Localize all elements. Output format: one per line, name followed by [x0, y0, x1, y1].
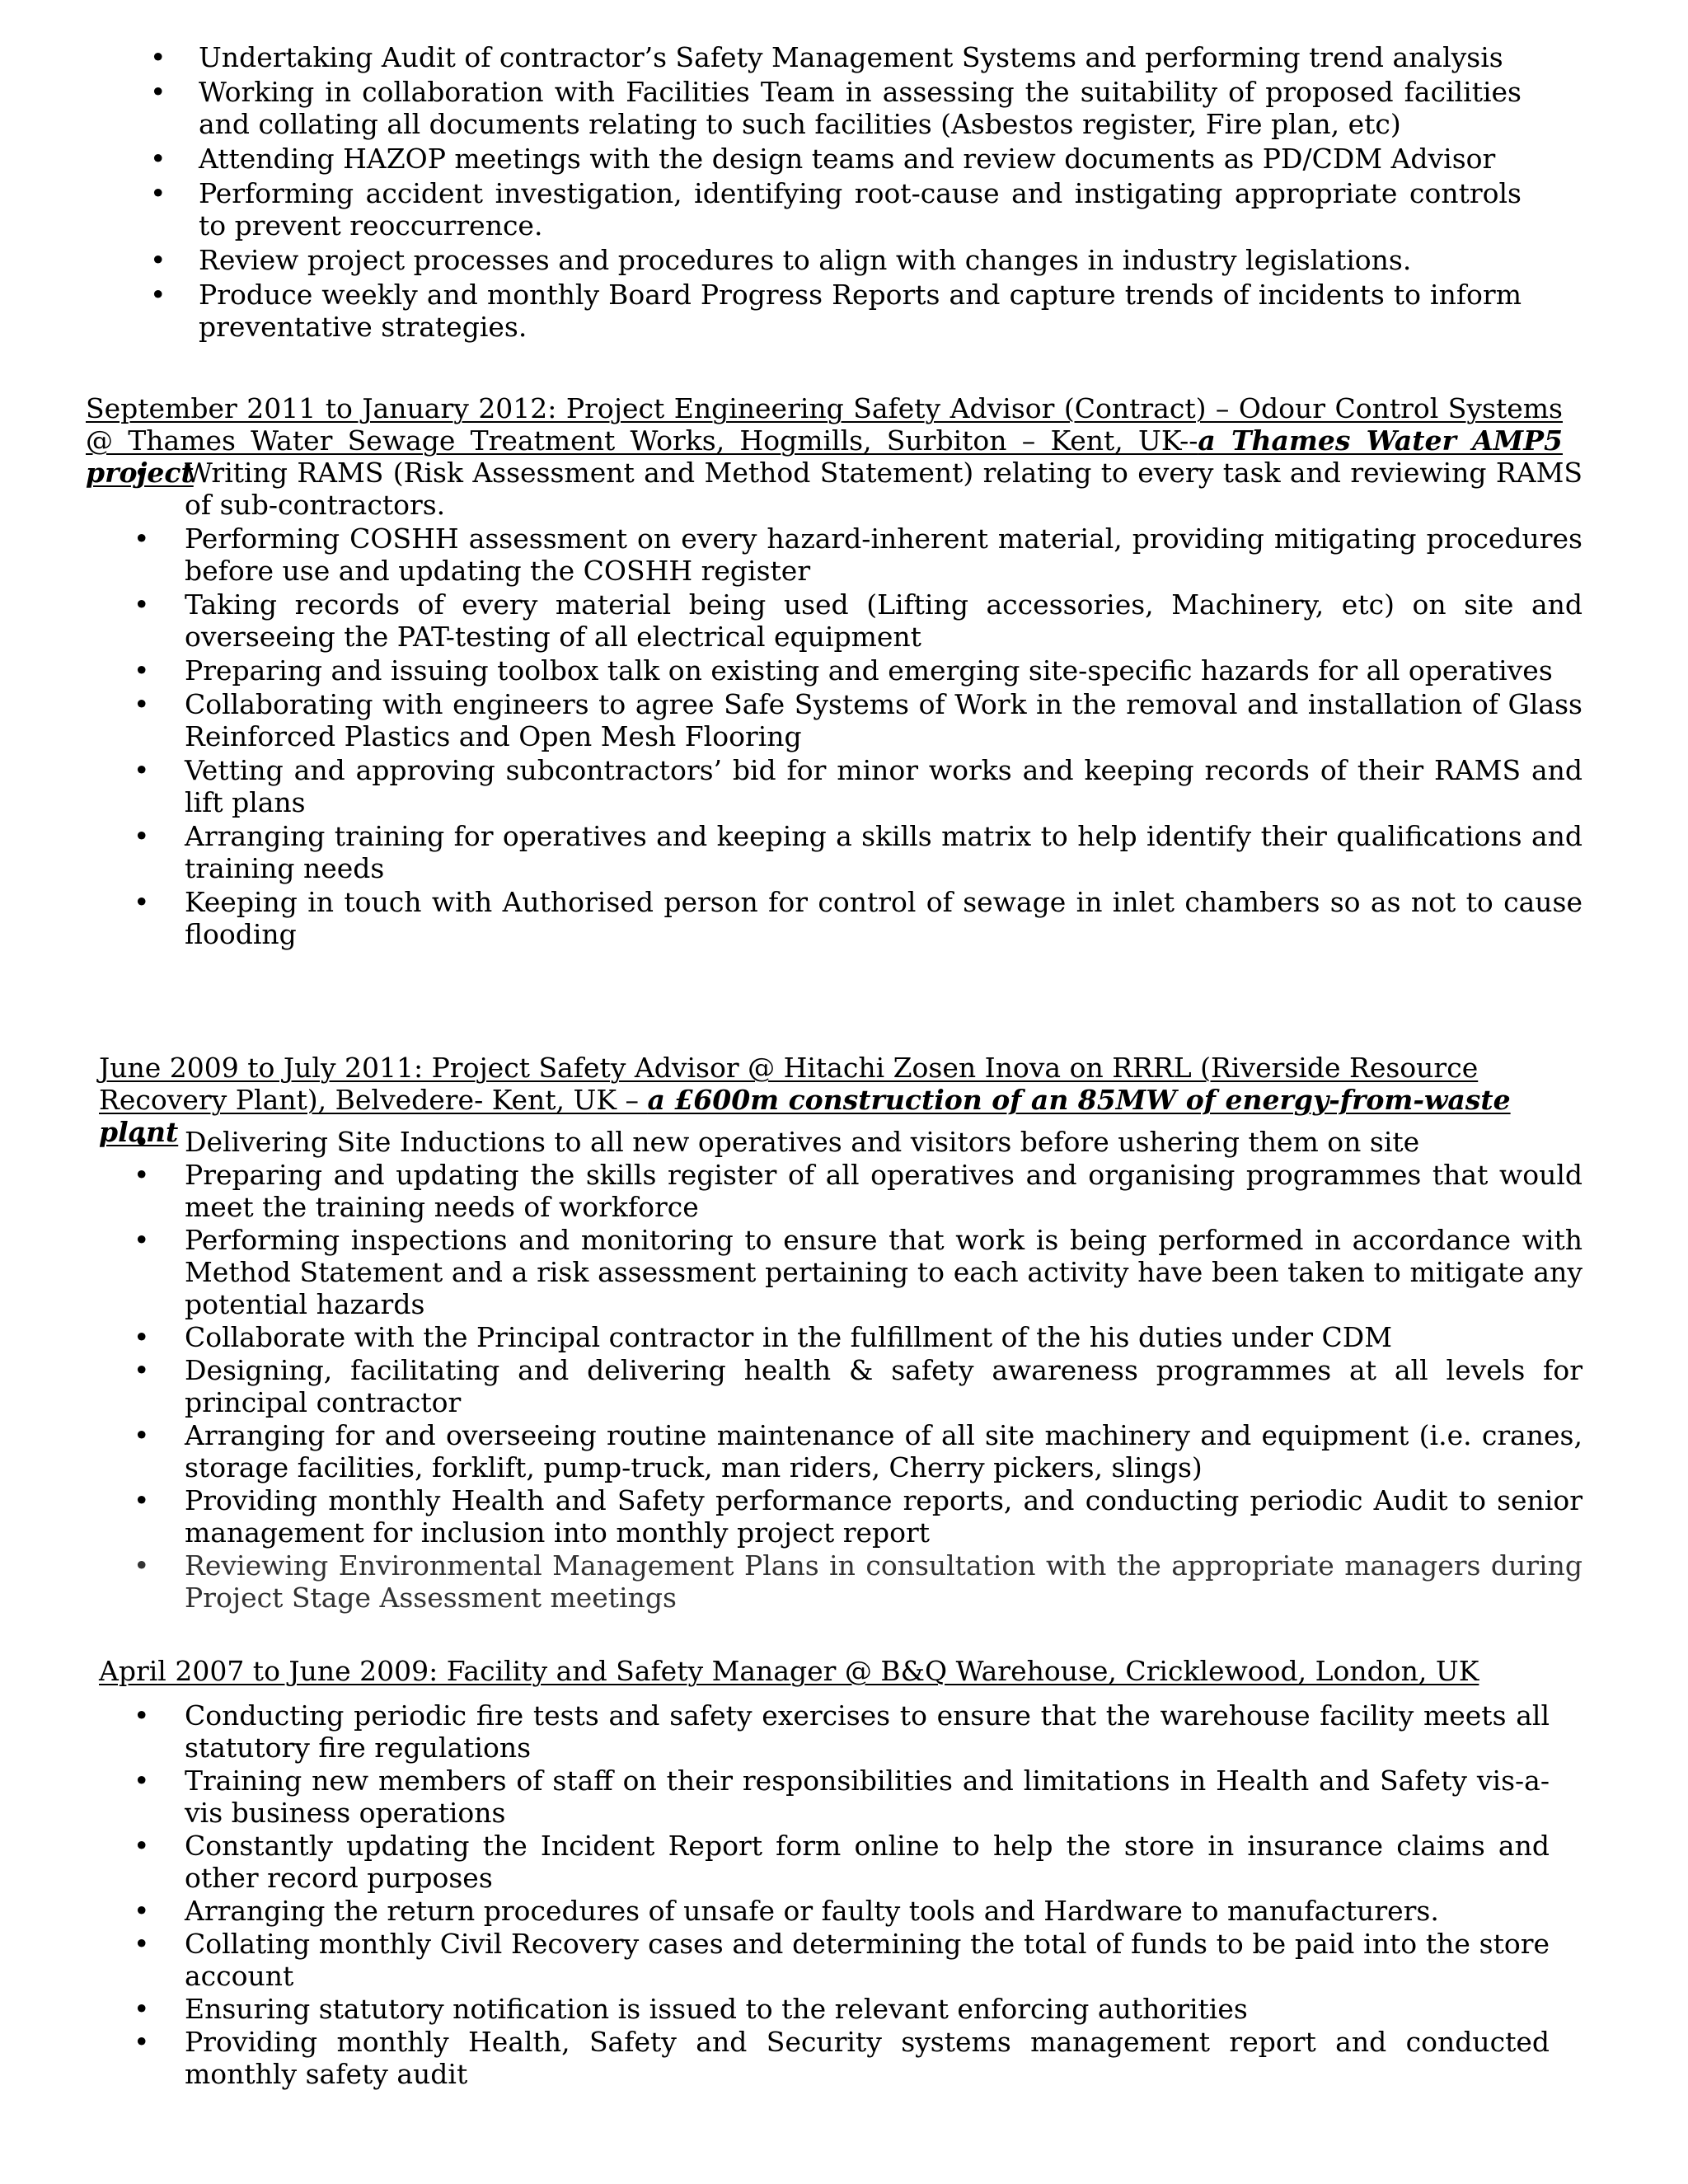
job-heading-text: September 2011 to January 2012: Project Engineering Safety Advisor (Contract) – Odour Control Systems @ Thames Water Sewage Treatment Works, Hogmills, Surbiton – Kent, UK-- — [86, 392, 1563, 457]
list-item: • Writing RAMS (Risk Assessment and Method Statement) relating to every task and reviewing RAMS of sub-contractors. — [132, 457, 1582, 521]
list-item: • Vetting and approving subcontractors’ bid for minor works and keeping records of their RAMS and lift plans — [132, 754, 1582, 818]
list-item: • Preparing and updating the skills register of all operatives and organising programmes that would meet the training needs of workforce — [132, 1159, 1582, 1223]
list-item: • Produce weekly and monthly Board Progress Reports and capture trends of incidents to inform preventative strategies. — [148, 279, 1522, 343]
job-heading-emphasis: a £600m construction of an 85MW of energy-from-waste plant — [99, 1084, 1511, 1148]
job-heading-bq — [99, 1655, 1563, 1687]
job-heading-text: April 2007 to June 2009: Facility and Safety Manager @ B&Q Warehouse, Cricklewood, London, UK — [99, 1655, 1479, 1687]
list-item: • Training new members of staff on their responsibilities and limitations in Health and Safety vis-a- vis business operations — [132, 1765, 1550, 1829]
list-item: • Providing monthly Health and Safety performance reports, and conducting periodic Audit to senior management for inclusion into monthly project report — [132, 1484, 1582, 1549]
list-item: • Collaborating with engineers to agree Safe Systems of Work in the removal and installation of Glass Reinforced Plastics and Open Mesh Flooring — [132, 688, 1582, 752]
job-heading-emphasis: a Thames Water AMP5 project — [86, 424, 1563, 489]
list-item: • Undertaking Audit of contractor’s Safety Management Systems and performing trend analysis — [148, 41, 1522, 73]
list-item: • Arranging for and overseeing routine maintenance of all site machinery and equipment (i.e. cranes, storage facilities, forklift, pump-truck, man riders, Cherry pickers, slings) — [132, 1419, 1582, 1483]
list-item: • Collaborate with the Principal contractor in the fulfillment of the his duties under CDM — [132, 1321, 1582, 1353]
list-item: • Attending HAZOP meetings with the design teams and review documents as PD/CDM Advisor — [148, 143, 1522, 175]
list-item: • Keeping in touch with Authorised person for control of sewage in inlet chambers so as not to cause flooding — [132, 886, 1582, 950]
list-item: • Ensuring statutory notification is issued to the relevant enforcing authorities — [132, 1993, 1550, 2025]
list-item: • Working in collaboration with Facilities Team in assessing the suitability of proposed facilities and collating all documents relating to such facilities (Asbestos register, Fire plan, etc) — [148, 76, 1522, 140]
responsibilities-list-thames-water — [132, 457, 1582, 952]
list-item: • Preparing and issuing toolbox talk on existing and emerging site-specific hazards for all operatives — [132, 654, 1582, 687]
list-item: • Delivering Site Inductions to all new operatives and visitors before ushering them on site — [132, 1126, 1582, 1158]
job-heading-text: June 2009 to July 2011: Project Safety Advisor @ Hitachi Zosen Inova on RRRL (Riverside Resource Recovery Plant), Belvedere- Kent, UK – — [99, 1052, 1479, 1116]
list-item: • Arranging the return procedures of unsafe or faulty tools and Hardware to manufacturers. — [132, 1895, 1550, 1927]
list-item: • Performing COSHH assessment on every hazard-inherent material, providing mitigating procedures before use and updating the COSHH register — [132, 523, 1582, 587]
list-item: • Designing, facilitating and delivering health & safety awareness programmes at all levels for principal contractor — [132, 1354, 1582, 1418]
responsibilities-list-bq — [132, 1699, 1550, 2091]
list-item: • Reviewing Environmental Management Plans in consultation with the appropriate managers during Project Stage Assessment meetings — [132, 1549, 1582, 1614]
list-item: • Performing accident investigation, identifying root-cause and instigating appropriate controls to prevent reoccurrence. — [148, 177, 1522, 241]
list-item: • Arranging training for operatives and keeping a skills matrix to help identify their qualifications and training needs — [132, 820, 1582, 884]
list-item: • Review project processes and procedures to align with changes in industry legislations. — [148, 244, 1522, 276]
list-item: • Performing inspections and monitoring to ensure that work is being performed in accordance with Method Statement and a risk assessment pertaining to each activity have been taken to mitigate any potential hazards — [132, 1224, 1582, 1320]
list-item: • Collating monthly Civil Recovery cases and determining the total of funds to be paid into the store account — [132, 1928, 1550, 1992]
list-item: • Providing monthly Health, Safety and Security systems management report and conducted monthly safety audit — [132, 2026, 1550, 2090]
responsibilities-list-hitachi — [132, 1126, 1582, 1615]
list-item: • Constantly updating the Incident Report form online to help the store in insurance claims and other record purposes — [132, 1830, 1550, 1894]
list-item: • Conducting periodic fire tests and safety exercises to ensure that the warehouse facility meets all statutory fire regulations — [132, 1699, 1550, 1764]
list-item: • Taking records of every material being used (Lifting accessories, Machinery, etc) on site and overseeing the PAT-testing of all electrical equipment — [132, 588, 1582, 653]
responsibilities-list-previous-role — [148, 41, 1522, 345]
